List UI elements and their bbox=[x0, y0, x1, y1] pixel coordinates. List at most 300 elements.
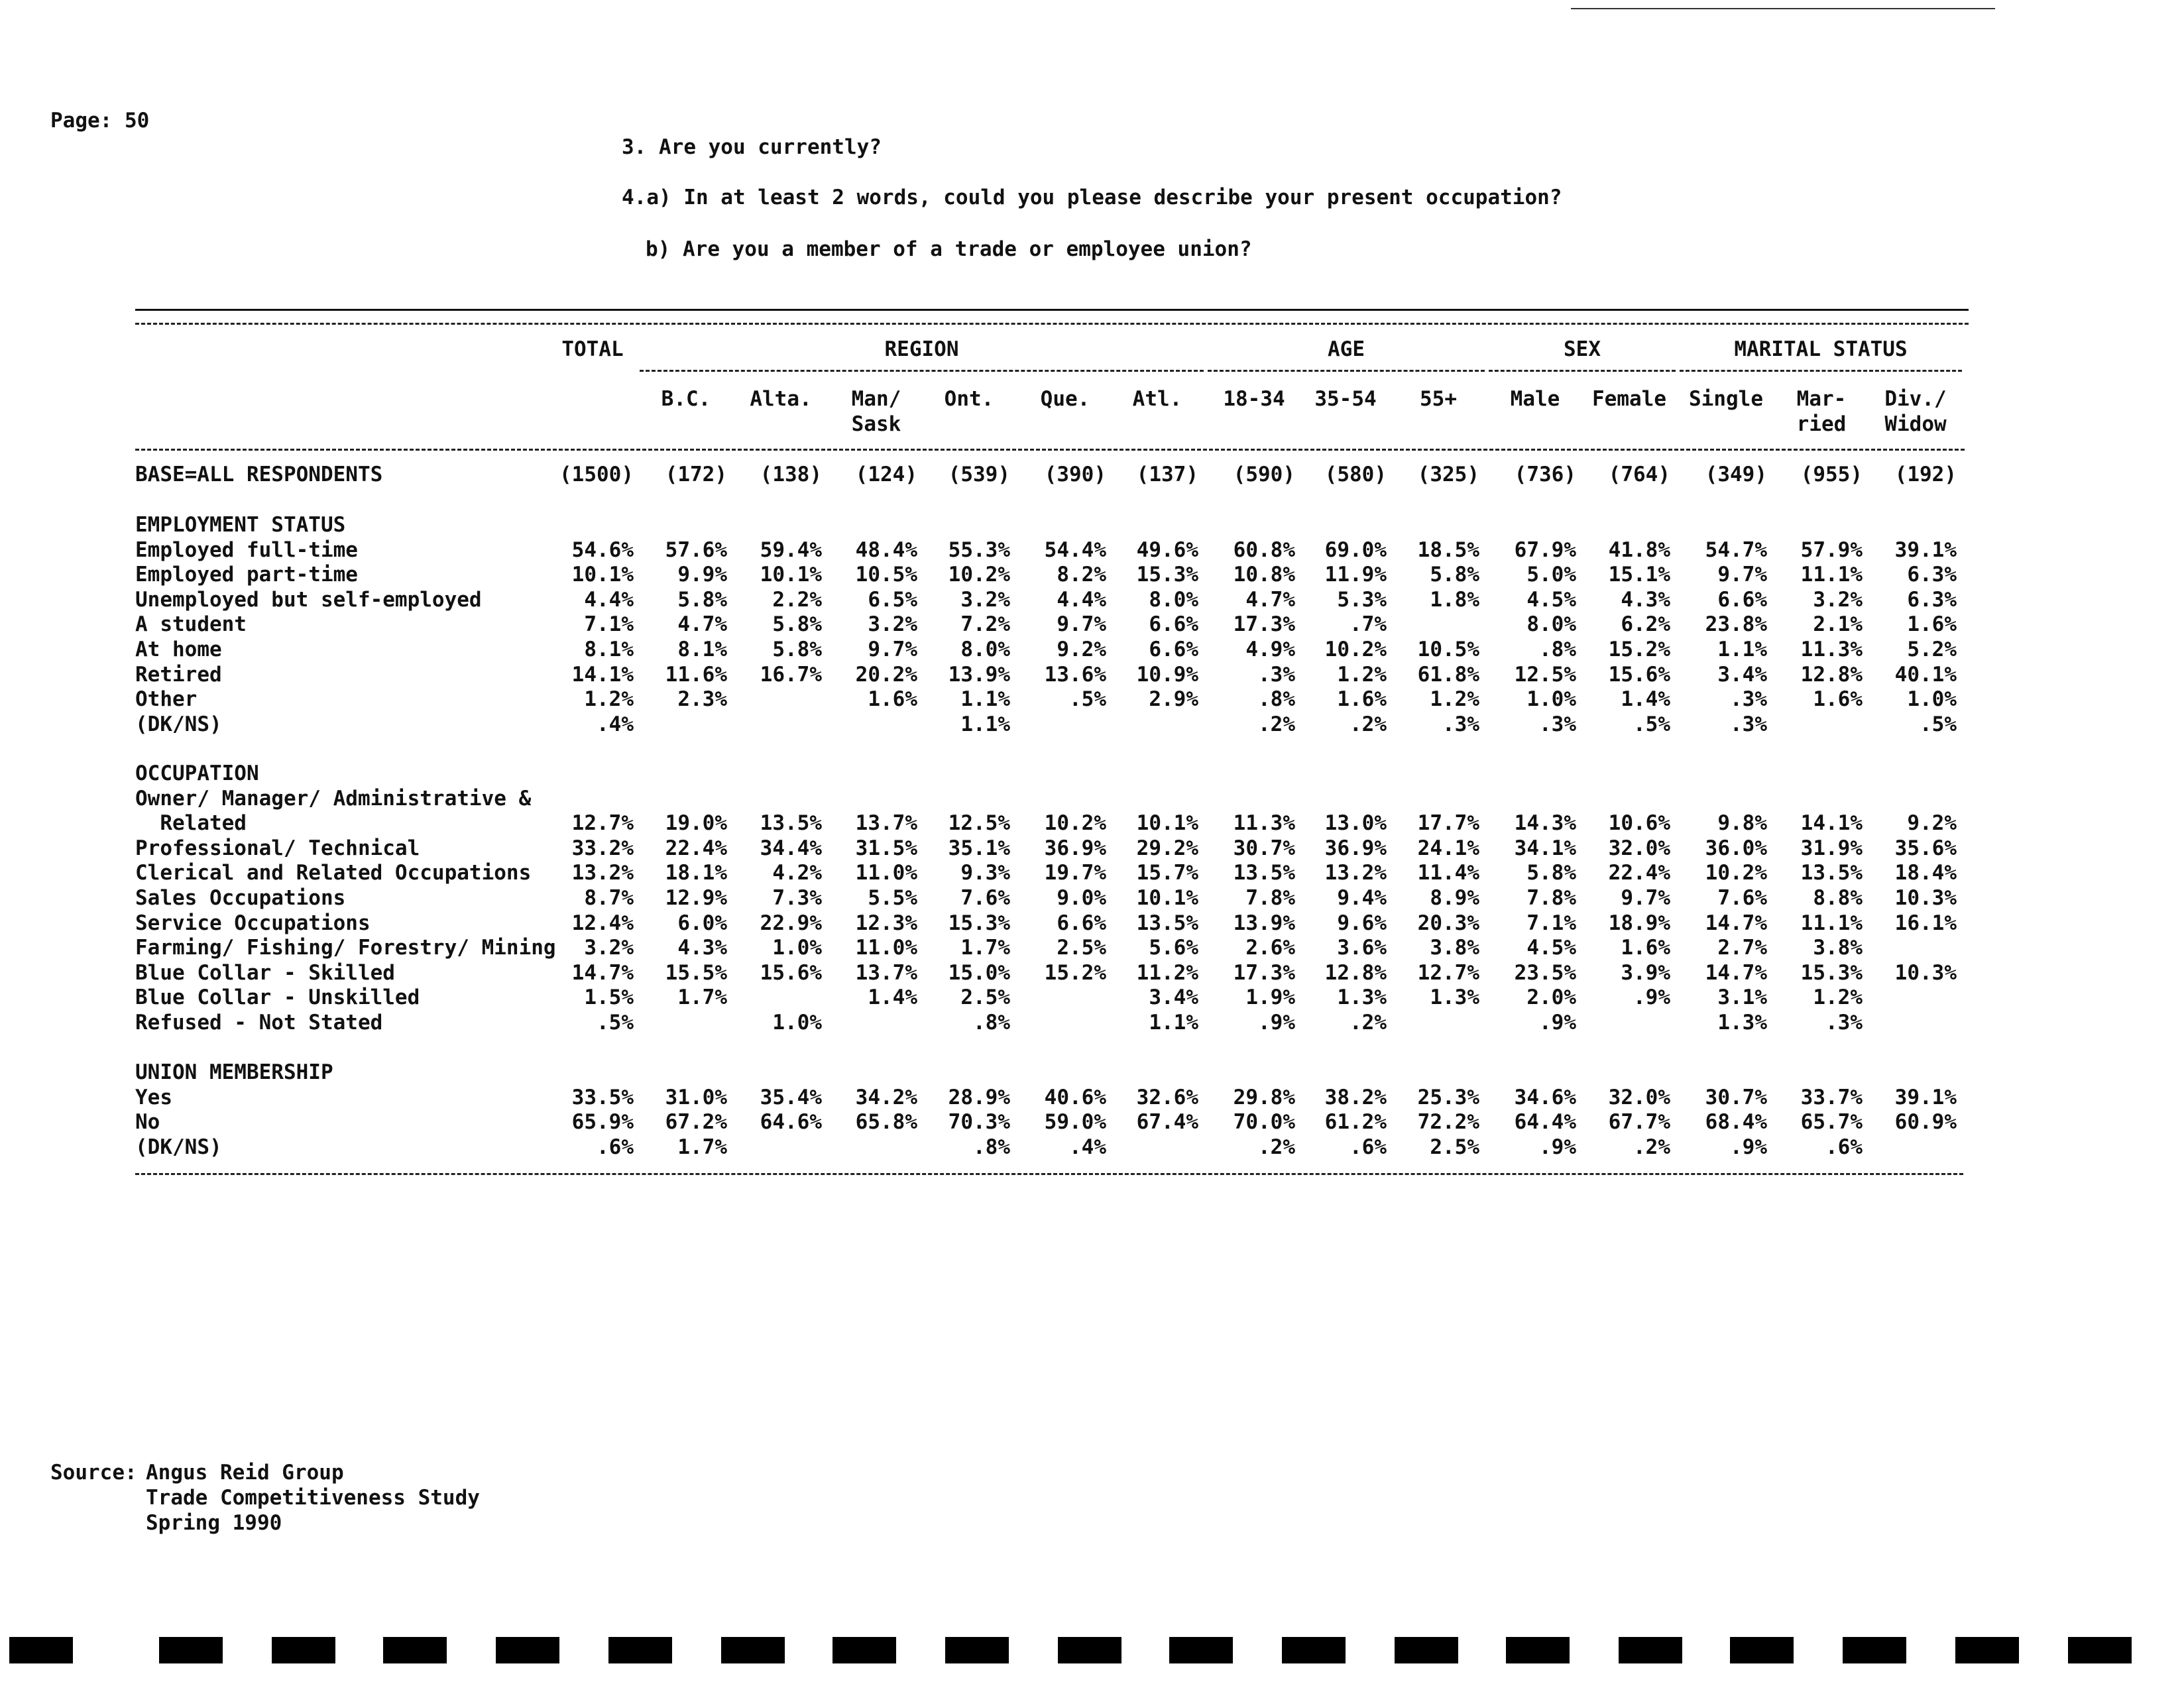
column-header: 35-54 bbox=[1314, 387, 1377, 411]
table-cell: 10.1% bbox=[760, 563, 822, 587]
table-cell: 7.3% bbox=[772, 886, 822, 910]
table-cell: 1.6% bbox=[868, 687, 917, 712]
table-cell: 10.1% bbox=[1136, 886, 1198, 910]
table-cell: .3% bbox=[1442, 712, 1479, 736]
table-cell: 9.3% bbox=[960, 861, 1010, 885]
table-cell: 1.4% bbox=[1621, 687, 1670, 712]
source-line-2: Trade Competitiveness Study bbox=[146, 1486, 480, 1510]
table-cell: 39.1% bbox=[1894, 537, 1957, 562]
table-cell: 23.5% bbox=[1514, 960, 1576, 985]
table-cell: 1.1% bbox=[1717, 638, 1767, 661]
table-cell: 57.6% bbox=[665, 537, 727, 562]
table-cell: 10.8% bbox=[1233, 563, 1295, 587]
column-header: Que. bbox=[1040, 387, 1090, 411]
table-cell: 1.6% bbox=[1337, 687, 1387, 712]
table-cell: 15.2% bbox=[1608, 638, 1670, 661]
table-cell: 9.4% bbox=[1337, 886, 1387, 910]
base-count-cell: (124) bbox=[855, 463, 917, 486]
table-cell: 34.6% bbox=[1514, 1085, 1576, 1109]
table-row-label: Blue Collar - Skilled bbox=[135, 960, 395, 985]
table-cell: 4.3% bbox=[677, 936, 727, 960]
question-4b: b) Are you a member of a trade or employee union? bbox=[646, 237, 1252, 261]
table-cell: 10.2% bbox=[1044, 811, 1106, 836]
base-count-cell: (955) bbox=[1800, 463, 1863, 486]
table-cell: 7.8% bbox=[1526, 886, 1576, 910]
column-header: 55+ bbox=[1420, 387, 1457, 411]
registration-block bbox=[383, 1637, 447, 1663]
table-cell: 4.5% bbox=[1526, 587, 1576, 612]
table-cell: 12.5% bbox=[948, 811, 1010, 836]
table-cell: 17.7% bbox=[1417, 811, 1479, 836]
table-cell: 9.7% bbox=[868, 638, 917, 661]
group-header-marital-status: MARITAL STATUS bbox=[1734, 337, 1908, 361]
table-cell: 68.4% bbox=[1705, 1110, 1767, 1135]
table-cell: 3.4% bbox=[1717, 662, 1767, 687]
base-count-cell: (192) bbox=[1894, 463, 1957, 486]
group-underline bbox=[1208, 370, 1485, 372]
table-cell: 5.6% bbox=[1149, 936, 1198, 960]
table-cell: 1.7% bbox=[677, 1135, 727, 1159]
table-cell: 15.7% bbox=[1136, 861, 1198, 885]
table-cell: 61.2% bbox=[1324, 1110, 1387, 1135]
table-cell: 67.2% bbox=[665, 1110, 727, 1135]
table-cell: 60.9% bbox=[1894, 1110, 1957, 1135]
registration-block bbox=[1058, 1637, 1121, 1663]
table-cell: 59.4% bbox=[760, 537, 822, 562]
table-cell: 19.0% bbox=[665, 811, 727, 836]
table-cell: 7.1% bbox=[1526, 911, 1576, 935]
table-cell: 13.5% bbox=[760, 811, 822, 836]
table-cell: 31.5% bbox=[855, 836, 917, 860]
table-cell: 4.9% bbox=[1245, 638, 1295, 661]
table-cell: 4.4% bbox=[1057, 587, 1106, 612]
table-cell: 15.1% bbox=[1608, 563, 1670, 587]
table-cell: 1.0% bbox=[1526, 687, 1576, 712]
table-cell: 18.9% bbox=[1608, 911, 1670, 935]
table-cell: 6.5% bbox=[868, 587, 917, 612]
table-cell: 23.8% bbox=[1705, 612, 1767, 637]
table-cell: 34.2% bbox=[855, 1085, 917, 1109]
base-count-cell: (580) bbox=[1324, 463, 1387, 486]
table-cell: 15.6% bbox=[1608, 662, 1670, 687]
table-row-label: Yes bbox=[135, 1085, 172, 1109]
table-row-label: Other bbox=[135, 687, 198, 712]
group-underline bbox=[1680, 370, 1962, 372]
table-cell: .5% bbox=[1069, 687, 1106, 712]
table-cell: .2% bbox=[1350, 1011, 1387, 1035]
table-cell: .5% bbox=[597, 1011, 634, 1035]
table-cell: 1.0% bbox=[772, 1011, 822, 1035]
table-cell: .6% bbox=[1350, 1135, 1387, 1159]
registration-block bbox=[9, 1637, 73, 1663]
table-cell: 5.8% bbox=[772, 638, 822, 661]
registration-block bbox=[2068, 1637, 2132, 1663]
section-title: EMPLOYMENT STATUS bbox=[135, 513, 346, 537]
table-cell: 72.2% bbox=[1417, 1110, 1479, 1135]
table-row-label: At home bbox=[135, 638, 222, 661]
table-cell: 9.6% bbox=[1337, 911, 1387, 935]
table-cell: 2.5% bbox=[960, 985, 1010, 1010]
table-cell: 54.6% bbox=[571, 537, 634, 562]
table-cell: 69.0% bbox=[1324, 537, 1387, 562]
table-cell: .6% bbox=[1825, 1135, 1863, 1159]
table-cell: 29.2% bbox=[1136, 836, 1198, 860]
registration-block bbox=[721, 1637, 785, 1663]
table-cell: 14.1% bbox=[1800, 811, 1863, 836]
table-cell: 18.1% bbox=[665, 861, 727, 885]
table-cell: 3.4% bbox=[1149, 985, 1198, 1010]
table-cell: 6.6% bbox=[1717, 587, 1767, 612]
table-cell: 11.2% bbox=[1136, 960, 1198, 985]
table-cell: 49.6% bbox=[1136, 537, 1198, 562]
base-count-cell: (1500) bbox=[559, 463, 634, 486]
table-cell: 4.4% bbox=[584, 587, 634, 612]
table-cell: 48.4% bbox=[855, 537, 917, 562]
table-row-label: Employed full-time bbox=[135, 537, 358, 562]
table-cell: 15.2% bbox=[1044, 960, 1106, 985]
table-cell: 55.3% bbox=[948, 537, 1010, 562]
table-cell: 4.5% bbox=[1526, 936, 1576, 960]
registration-block bbox=[159, 1637, 223, 1663]
table-cell: 3.2% bbox=[960, 587, 1010, 612]
table-cell: 12.4% bbox=[571, 911, 634, 935]
table-cell: 6.6% bbox=[1149, 612, 1198, 637]
table-cell: 16.1% bbox=[1894, 911, 1957, 935]
table-cell: 1.0% bbox=[1907, 687, 1957, 712]
table-row-label: (DK/NS) bbox=[135, 712, 222, 736]
section-title: OCCUPATION bbox=[135, 761, 259, 785]
table-row-label: (DK/NS) bbox=[135, 1135, 222, 1159]
table-cell: 4.7% bbox=[1245, 587, 1295, 612]
table-cell: 13.6% bbox=[1044, 662, 1106, 687]
table-cell: .4% bbox=[597, 712, 634, 736]
table-cell: 3.2% bbox=[1813, 587, 1863, 612]
table-cell: 10.9% bbox=[1136, 662, 1198, 687]
table-cell: 18.4% bbox=[1894, 861, 1957, 885]
table-cell: 1.8% bbox=[1430, 587, 1479, 612]
table-row-label: A student bbox=[135, 612, 247, 637]
table-row-label: Owner/ Manager/ Administrative & bbox=[135, 786, 532, 811]
table-cell: 35.6% bbox=[1894, 836, 1957, 860]
table-cell: .9% bbox=[1258, 1011, 1295, 1035]
table-cell: 10.2% bbox=[1324, 638, 1387, 661]
table-cell: 2.0% bbox=[1526, 985, 1576, 1010]
table-cell: 64.6% bbox=[760, 1110, 822, 1135]
table-cell: 4.7% bbox=[677, 612, 727, 637]
table-cell: 67.9% bbox=[1514, 537, 1576, 562]
table-cell: 13.5% bbox=[1800, 861, 1863, 885]
table-cell: 32.0% bbox=[1608, 1085, 1670, 1109]
table-cell: 54.7% bbox=[1705, 537, 1767, 562]
table-cell: 3.8% bbox=[1430, 936, 1479, 960]
registration-block bbox=[1955, 1637, 2019, 1663]
table-cell: 33.7% bbox=[1800, 1085, 1863, 1109]
table-cell: 35.4% bbox=[760, 1085, 822, 1109]
table-cell: 8.1% bbox=[584, 638, 634, 661]
table-cell: 10.5% bbox=[855, 563, 917, 587]
column-header: Male bbox=[1510, 387, 1560, 411]
table-cell: 6.3% bbox=[1907, 587, 1957, 612]
question-3: 3. Are you currently? bbox=[622, 135, 882, 159]
table-cell: 1.2% bbox=[1430, 687, 1479, 712]
table-cell: 15.6% bbox=[760, 960, 822, 985]
table-cell: 13.0% bbox=[1324, 811, 1387, 836]
group-header-sex: SEX bbox=[1564, 337, 1601, 361]
table-row-label: Clerical and Related Occupations bbox=[135, 861, 532, 885]
table-cell: 7.6% bbox=[1717, 886, 1767, 910]
group-header-age: AGE bbox=[1328, 337, 1365, 361]
table-cell: 8.0% bbox=[960, 638, 1010, 661]
table-cell: 64.4% bbox=[1514, 1110, 1576, 1135]
registration-block bbox=[1619, 1637, 1682, 1663]
table-cell: 1.3% bbox=[1717, 1011, 1767, 1035]
table-cell: 34.1% bbox=[1514, 836, 1576, 860]
table-cell: 7.6% bbox=[960, 886, 1010, 910]
table-cell: 24.1% bbox=[1417, 836, 1479, 860]
table-cell: 32.0% bbox=[1608, 836, 1670, 860]
table-cell: 2.6% bbox=[1245, 936, 1295, 960]
table-cell: 65.9% bbox=[571, 1110, 634, 1135]
table-cell: .9% bbox=[1539, 1011, 1576, 1035]
registration-block bbox=[833, 1637, 896, 1663]
table-top-rule bbox=[135, 309, 1969, 311]
column-header: B.C. bbox=[661, 387, 711, 411]
table-cell: 9.9% bbox=[677, 563, 727, 587]
table-cell: 11.3% bbox=[1800, 638, 1863, 661]
table-cell: 22.4% bbox=[1608, 861, 1670, 885]
table-cell: 6.6% bbox=[1149, 638, 1198, 661]
table-cell: .3% bbox=[1539, 712, 1576, 736]
table-cell: 5.8% bbox=[677, 587, 727, 612]
table-cell: 12.7% bbox=[571, 811, 634, 836]
table-cell: 13.9% bbox=[1233, 911, 1295, 935]
table-cell: 1.6% bbox=[1621, 936, 1670, 960]
base-count-cell: (736) bbox=[1514, 463, 1576, 486]
registration-block bbox=[1395, 1637, 1458, 1663]
table-cell: 39.1% bbox=[1894, 1085, 1957, 1109]
table-cell: 10.2% bbox=[1705, 861, 1767, 885]
table-cell: 10.2% bbox=[948, 563, 1010, 587]
table-cell: .5% bbox=[1920, 712, 1957, 736]
table-cell: .8% bbox=[1539, 638, 1576, 661]
table-cell: 2.3% bbox=[677, 687, 727, 712]
table-cell: 31.9% bbox=[1800, 836, 1863, 860]
table-cell: 11.0% bbox=[855, 861, 917, 885]
table-cell: 10.3% bbox=[1894, 886, 1957, 910]
table-cell: 14.3% bbox=[1514, 811, 1576, 836]
table-cell: .2% bbox=[1258, 1135, 1295, 1159]
table-row-label: Retired bbox=[135, 662, 222, 687]
table-cell: 8.1% bbox=[677, 638, 727, 661]
table-cell: 18.5% bbox=[1417, 537, 1479, 562]
table-cell: 3.8% bbox=[1813, 936, 1863, 960]
column-header: Man/ Sask bbox=[851, 387, 901, 436]
table-cell: 12.3% bbox=[855, 911, 917, 935]
table-cell: 12.8% bbox=[1324, 960, 1387, 985]
table-cell: 36.0% bbox=[1705, 836, 1767, 860]
table-cell: 67.7% bbox=[1608, 1110, 1670, 1135]
table-cell: 1.6% bbox=[1813, 687, 1863, 712]
table-cell: 22.9% bbox=[760, 911, 822, 935]
table-cell: .5% bbox=[1633, 712, 1670, 736]
table-cell: 34.4% bbox=[760, 836, 822, 860]
group-underline bbox=[640, 370, 1204, 372]
table-cell: 12.5% bbox=[1514, 662, 1576, 687]
table-cell: 65.7% bbox=[1800, 1110, 1863, 1135]
table-cell: 2.5% bbox=[1057, 936, 1106, 960]
registration-block bbox=[496, 1637, 559, 1663]
base-count-cell: (539) bbox=[948, 463, 1010, 486]
column-header: Alta. bbox=[750, 387, 812, 411]
table-cell: 13.5% bbox=[1136, 911, 1198, 935]
table-cell: 5.8% bbox=[1430, 563, 1479, 587]
table-cell: .6% bbox=[597, 1135, 634, 1159]
table-cell: 3.1% bbox=[1717, 985, 1767, 1010]
table-cell: 31.0% bbox=[665, 1085, 727, 1109]
table-cell: 1.5% bbox=[584, 985, 634, 1010]
table-cell: 40.6% bbox=[1044, 1085, 1106, 1109]
table-cell: 5.8% bbox=[1526, 861, 1576, 885]
column-header: Div./ Widow bbox=[1884, 387, 1947, 436]
table-cell: 2.5% bbox=[1430, 1135, 1479, 1159]
table-cell: 13.2% bbox=[571, 861, 634, 885]
table-cell: 2.7% bbox=[1717, 936, 1767, 960]
table-top-dash bbox=[135, 323, 1969, 325]
table-cell: 1.1% bbox=[960, 687, 1010, 712]
table-cell: 9.2% bbox=[1907, 811, 1957, 836]
table-cell: .2% bbox=[1633, 1135, 1670, 1159]
table-cell: 1.2% bbox=[1813, 985, 1863, 1010]
table-cell: 6.6% bbox=[1057, 911, 1106, 935]
table-cell: 10.3% bbox=[1894, 960, 1957, 985]
column-header: Ont. bbox=[944, 387, 994, 411]
base-count-cell: (349) bbox=[1705, 463, 1767, 486]
registration-block bbox=[272, 1637, 335, 1663]
table-cell: 1.0% bbox=[772, 936, 822, 960]
table-cell: 13.5% bbox=[1233, 861, 1295, 885]
table-cell: 4.3% bbox=[1621, 587, 1670, 612]
top-edge-line bbox=[1571, 8, 1995, 9]
table-cell: 11.4% bbox=[1417, 861, 1479, 885]
table-cell: 1.6% bbox=[1907, 612, 1957, 637]
table-cell: 8.0% bbox=[1149, 587, 1198, 612]
registration-block bbox=[945, 1637, 1009, 1663]
column-header: Single bbox=[1689, 387, 1763, 411]
table-cell: 9.8% bbox=[1717, 811, 1767, 836]
table-cell: 35.1% bbox=[948, 836, 1010, 860]
table-cell: 14.7% bbox=[1705, 911, 1767, 935]
base-count-cell: (172) bbox=[665, 463, 727, 486]
table-cell: 13.2% bbox=[1324, 861, 1387, 885]
table-cell: 12.9% bbox=[665, 886, 727, 910]
table-row-label: Farming/ Fishing/ Forestry/ Mining bbox=[135, 936, 556, 960]
section-title: UNION MEMBERSHIP bbox=[135, 1060, 333, 1084]
base-row-label: BASE=ALL RESPONDENTS bbox=[135, 463, 383, 486]
table-cell: 5.8% bbox=[772, 612, 822, 637]
table-cell: .3% bbox=[1258, 662, 1295, 687]
column-header: Female bbox=[1592, 387, 1666, 411]
page-label: Page: 50 bbox=[50, 109, 150, 133]
table-cell: 8.8% bbox=[1813, 886, 1863, 910]
table-cell: 3.2% bbox=[868, 612, 917, 637]
table-row-label: Blue Collar - Unskilled bbox=[135, 985, 420, 1010]
table-cell: 8.9% bbox=[1430, 886, 1479, 910]
table-cell: 9.7% bbox=[1717, 563, 1767, 587]
table-cell: 41.8% bbox=[1608, 537, 1670, 562]
table-cell: .8% bbox=[973, 1135, 1010, 1159]
table-cell: 5.5% bbox=[868, 886, 917, 910]
table-cell: 1.1% bbox=[960, 712, 1010, 736]
table-cell: 8.2% bbox=[1057, 563, 1106, 587]
table-cell: 20.3% bbox=[1417, 911, 1479, 935]
table-cell: 10.1% bbox=[571, 563, 634, 587]
table-cell: 19.7% bbox=[1044, 861, 1106, 885]
table-row-label: Employed part-time bbox=[135, 563, 358, 587]
table-cell: 2.2% bbox=[772, 587, 822, 612]
table-cell: 2.1% bbox=[1813, 612, 1863, 637]
base-count-cell: (137) bbox=[1136, 463, 1198, 486]
table-cell: 5.0% bbox=[1526, 563, 1576, 587]
table-row-label: Service Occupations bbox=[135, 911, 371, 935]
table-row-label: Unemployed but self-employed bbox=[135, 587, 482, 612]
table-cell: 3.2% bbox=[584, 936, 634, 960]
table-cell: 57.9% bbox=[1800, 537, 1863, 562]
header-bottom-dash bbox=[135, 449, 1965, 451]
column-header: 18-34 bbox=[1223, 387, 1285, 411]
base-count-cell: (590) bbox=[1233, 463, 1295, 486]
table-cell: 9.0% bbox=[1057, 886, 1106, 910]
table-cell: 13.7% bbox=[855, 811, 917, 836]
table-cell: 1.7% bbox=[677, 985, 727, 1010]
table-cell: 15.3% bbox=[1136, 563, 1198, 587]
table-cell: 70.0% bbox=[1233, 1110, 1295, 1135]
column-header: Atl. bbox=[1132, 387, 1182, 411]
table-cell: 11.3% bbox=[1233, 811, 1295, 836]
table-row-label: Refused - Not Stated bbox=[135, 1011, 383, 1035]
table-cell: 8.7% bbox=[584, 886, 634, 910]
table-cell: 15.5% bbox=[665, 960, 727, 985]
table-cell: 15.3% bbox=[948, 911, 1010, 935]
table-cell: 3.6% bbox=[1337, 936, 1387, 960]
source-line-1: Angus Reid Group bbox=[146, 1461, 344, 1485]
registration-block bbox=[1730, 1637, 1794, 1663]
source-label: Source: bbox=[50, 1461, 137, 1485]
table-cell: .2% bbox=[1350, 712, 1387, 736]
table-cell: 15.3% bbox=[1800, 960, 1863, 985]
table-cell: .8% bbox=[1258, 687, 1295, 712]
table-cell: 9.7% bbox=[1057, 612, 1106, 637]
table-cell: 6.3% bbox=[1907, 563, 1957, 587]
table-cell: 12.8% bbox=[1800, 662, 1863, 687]
table-row-label: Professional/ Technical bbox=[135, 836, 420, 860]
registration-block bbox=[1282, 1637, 1346, 1663]
table-cell: 33.5% bbox=[571, 1085, 634, 1109]
table-cell: 14.1% bbox=[571, 662, 634, 687]
table-row-label: Sales Occupations bbox=[135, 886, 346, 910]
table-cell: 8.0% bbox=[1526, 612, 1576, 637]
table-cell: 1.3% bbox=[1430, 985, 1479, 1010]
table-cell: 14.7% bbox=[1705, 960, 1767, 985]
table-row-label: Related bbox=[135, 811, 247, 836]
table-cell: 6.0% bbox=[677, 911, 727, 935]
table-cell: 1.3% bbox=[1337, 985, 1387, 1010]
table-cell: 6.2% bbox=[1621, 612, 1670, 637]
table-cell: 1.9% bbox=[1245, 985, 1295, 1010]
table-cell: 1.2% bbox=[1337, 662, 1387, 687]
table-cell: .9% bbox=[1539, 1135, 1576, 1159]
table-cell: 2.9% bbox=[1149, 687, 1198, 712]
group-header-total: TOTAL bbox=[561, 337, 624, 361]
